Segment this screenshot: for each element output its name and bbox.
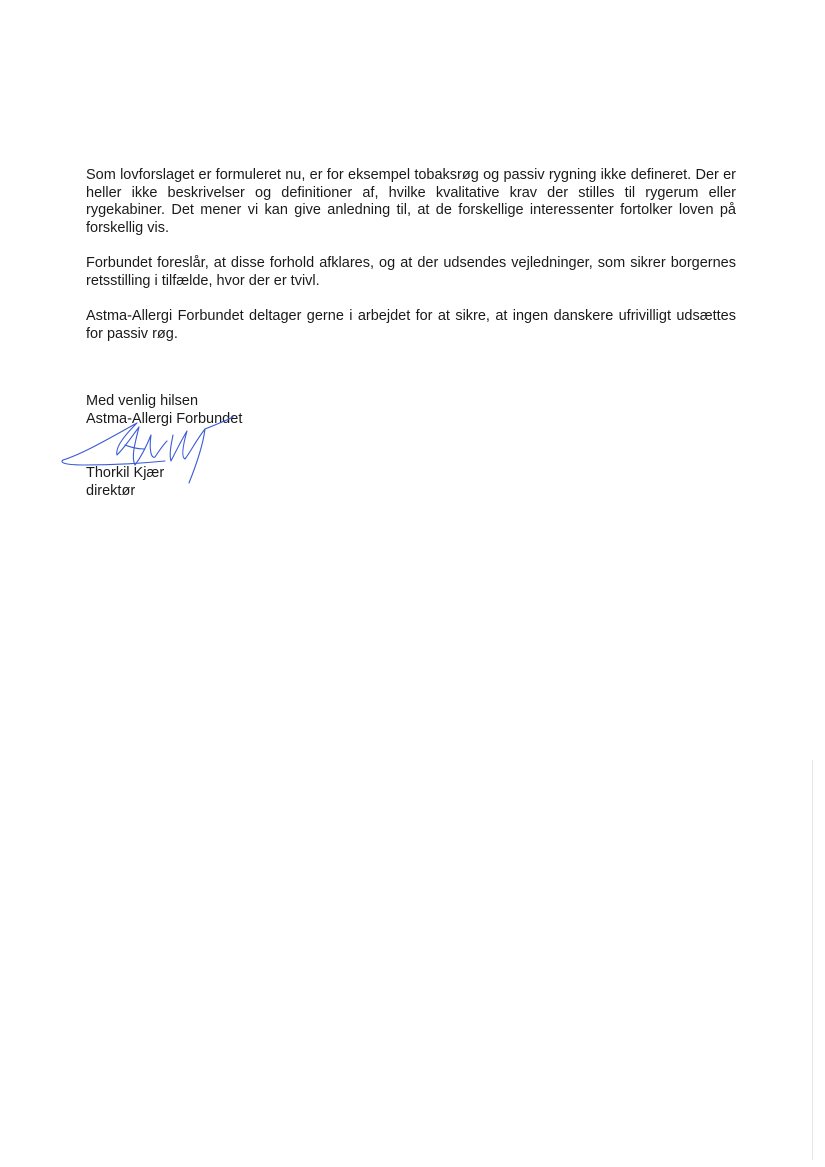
signer-name: Thorkil Kjær	[86, 465, 165, 481]
signer-title: direktør	[86, 482, 136, 499]
body-paragraph-3: Astma-Allergi Forbundet deltager gerne i arbejdet for at sikre, at ingen danskere ufrivilligt udsættes for passiv røg.	[86, 308, 736, 342]
signer-block	[86, 465, 164, 500]
closing-greeting: Med venlig hilsen	[86, 393, 199, 409]
closing-organization: Astma-Allergi Forbundet	[86, 410, 243, 427]
closing-block	[86, 393, 242, 428]
body-paragraph-1: Som lovforslaget er formuleret nu, er for eksempel tobaksrøg og passiv rygning ikke defineret. Der er heller ikke beskrivelser og definitioner af, hvilke kvalitative krav der stilles til rygerum eller rygekabiner. Det mener vi kan give anledning til, at de forskellige interessenter fortolker loven på forskellig vis.	[86, 167, 736, 236]
body-paragraph-2: Forbundet foreslår, at disse forhold afklares, og at der udsendes vejledninger, som sikrer borgernes retsstilling i tilfælde, hvor der er tvivl.	[86, 255, 736, 289]
scan-edge-line	[812, 760, 813, 1160]
